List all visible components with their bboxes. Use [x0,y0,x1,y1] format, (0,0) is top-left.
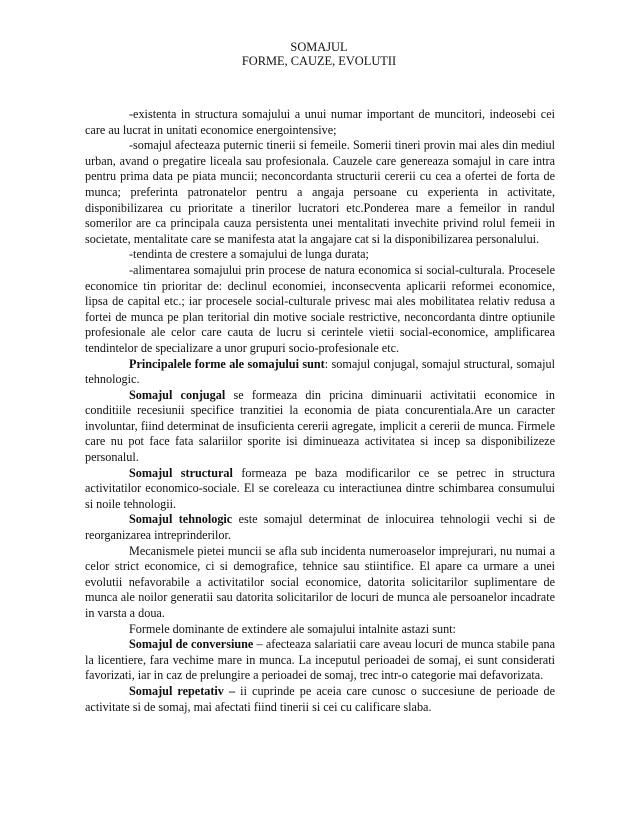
paragraph-text: -somajul afecteaza puternic tinerii si femeile. Somerii tineri provin mai ales din mediul urban, avand o pregatire liceala sau profesionala. Cauzele care genereaza somajul in care intra pentru prima data pe piata muncii; neconcordanta structurii cererii cu cea a ofertei de forta de munca; preferinta patronatelor pentru a angaja persoane cu experienta in activitate, disponibilizarea cu prioritate a tinerilor lucratori etc.Ponderea mare a femeilor in randul somerilor are ca principala cauza persistenta unei mentalitati invechite privind rolul femeii in societate, mentalitate care se manifesta atat la angajare cat si la disponibilizarea personalului. [85,138,555,246]
paragraph-bold-lead: Somajul repetativ – [129,683,236,698]
paragraph-bold-lead: Somajul conjugal [129,387,226,402]
paragraph-text: Mecanismele pietei muncii se afla sub incidenta numeroaselor imprejurari, nu numai a celor strict economice, ci si demografice, tehnice sau stiintifice. El apare ca urmare a unei evolutii nefavorabile a activitatilor social economice, datorita solicitarilor suplimentare de munca ale noilor generatii sau datorita solicitarilor de locuri de munca ale persoanelor incadrate in varsta a doua. [85,543,555,620]
paragraph-text: Formele dominante de extindere ale somajului intalnite astazi sunt: [129,621,456,636]
paragraph-8 [85,512,555,543]
document-title: SOMAJUL [290,40,348,54]
paragraph-7 [85,466,555,513]
paragraph-10 [85,622,555,638]
paragraph-text: formeaza pe baza modificarilor ce se petrec in structura activitatilor economico-sociale. El se coreleaza cu interactiunea dintre schimbarea consumului si noile tehnologii. [85,465,555,511]
paragraph-5 [85,357,555,388]
paragraph-3 [85,247,555,263]
paragraph-1 [85,107,555,138]
document-body [85,107,555,715]
paragraph-text: – afecteaza salariatii care aveau locuri de munca stabile pana la licentiere, fara vechime mare in munca. La inceputul perioadei de somaj, ei sunt considerati favorizati, iar in caz de prelungire a perioadei de somaj, trec intr-o categorie mai defavorizata. [85,637,555,683]
paragraph-text: : somajul conjugal, somajul structural, somajul tehnologic. [85,356,555,387]
paragraph-bold-lead: Somajul structural [129,465,233,480]
paragraph-bold-lead: Somajul de conversiune [129,637,254,652]
paragraph-11 [85,637,555,684]
paragraph-9 [85,544,555,622]
paragraph-bold-lead: Principalele forme ale somajului sunt [129,356,325,371]
paragraph-2 [85,138,555,247]
paragraph-12 [85,684,555,715]
paragraph-text: -tendinta de crestere a somajului de lunga durata; [129,247,369,262]
document-subtitle: FORME, CAUZE, EVOLUTII [241,54,397,68]
paragraph-text: este somajul determinat de inlocuirea tehnologii vechi si de reorganizarea intreprinderilor. [85,512,556,543]
paragraph-text: -alimentarea somajului prin procese de natura economica si social-culturala. Procesele economice tin prioritar de: declinul economiei, inconsecventa aplicarii reformei economice, lipsa de capital etc.; iar procesele social-culturale privesc mai ales mobilitatea relativ redusa a fortei de munca pe plan teritorial din motive sociale restrictive, neconcordanta dintre optiunile profesionale ale celor care cauta de lucru si cerintele vietii social-economice, amplificarea tendintelor de specializare a unor grupuri socio-profesionale etc. [85,262,555,355]
paragraph-4 [85,263,555,357]
paragraph-6 [85,388,555,466]
paragraph-text: se formeaza din pricina diminuarii activitatii economice in conditiile recesiunii specifice tranzitiei la economia de piata concurentiala.Are un caracter involuntar, fiind determinat de insuficienta cererii agregate, implicit a cererii de munca. Firmele care nu pot face fata salariilor sporite isi diminueaza activitatea si incep sa disponibilizeze personalul. [85,387,555,465]
paragraph-bold-lead: Somajul tehnologic [129,512,233,527]
paragraph-text: ii cuprinde pe aceia care cunosc o succesiune de perioade de activitate si de somaj, mai afectati fiind tinerii si cei cu calificare slaba. [85,683,555,714]
paragraph-text: -existenta in structura somajului a unui numar important de muncitori, indeosebi cei care au lucrat in unitati economice energointensive; [85,107,555,137]
